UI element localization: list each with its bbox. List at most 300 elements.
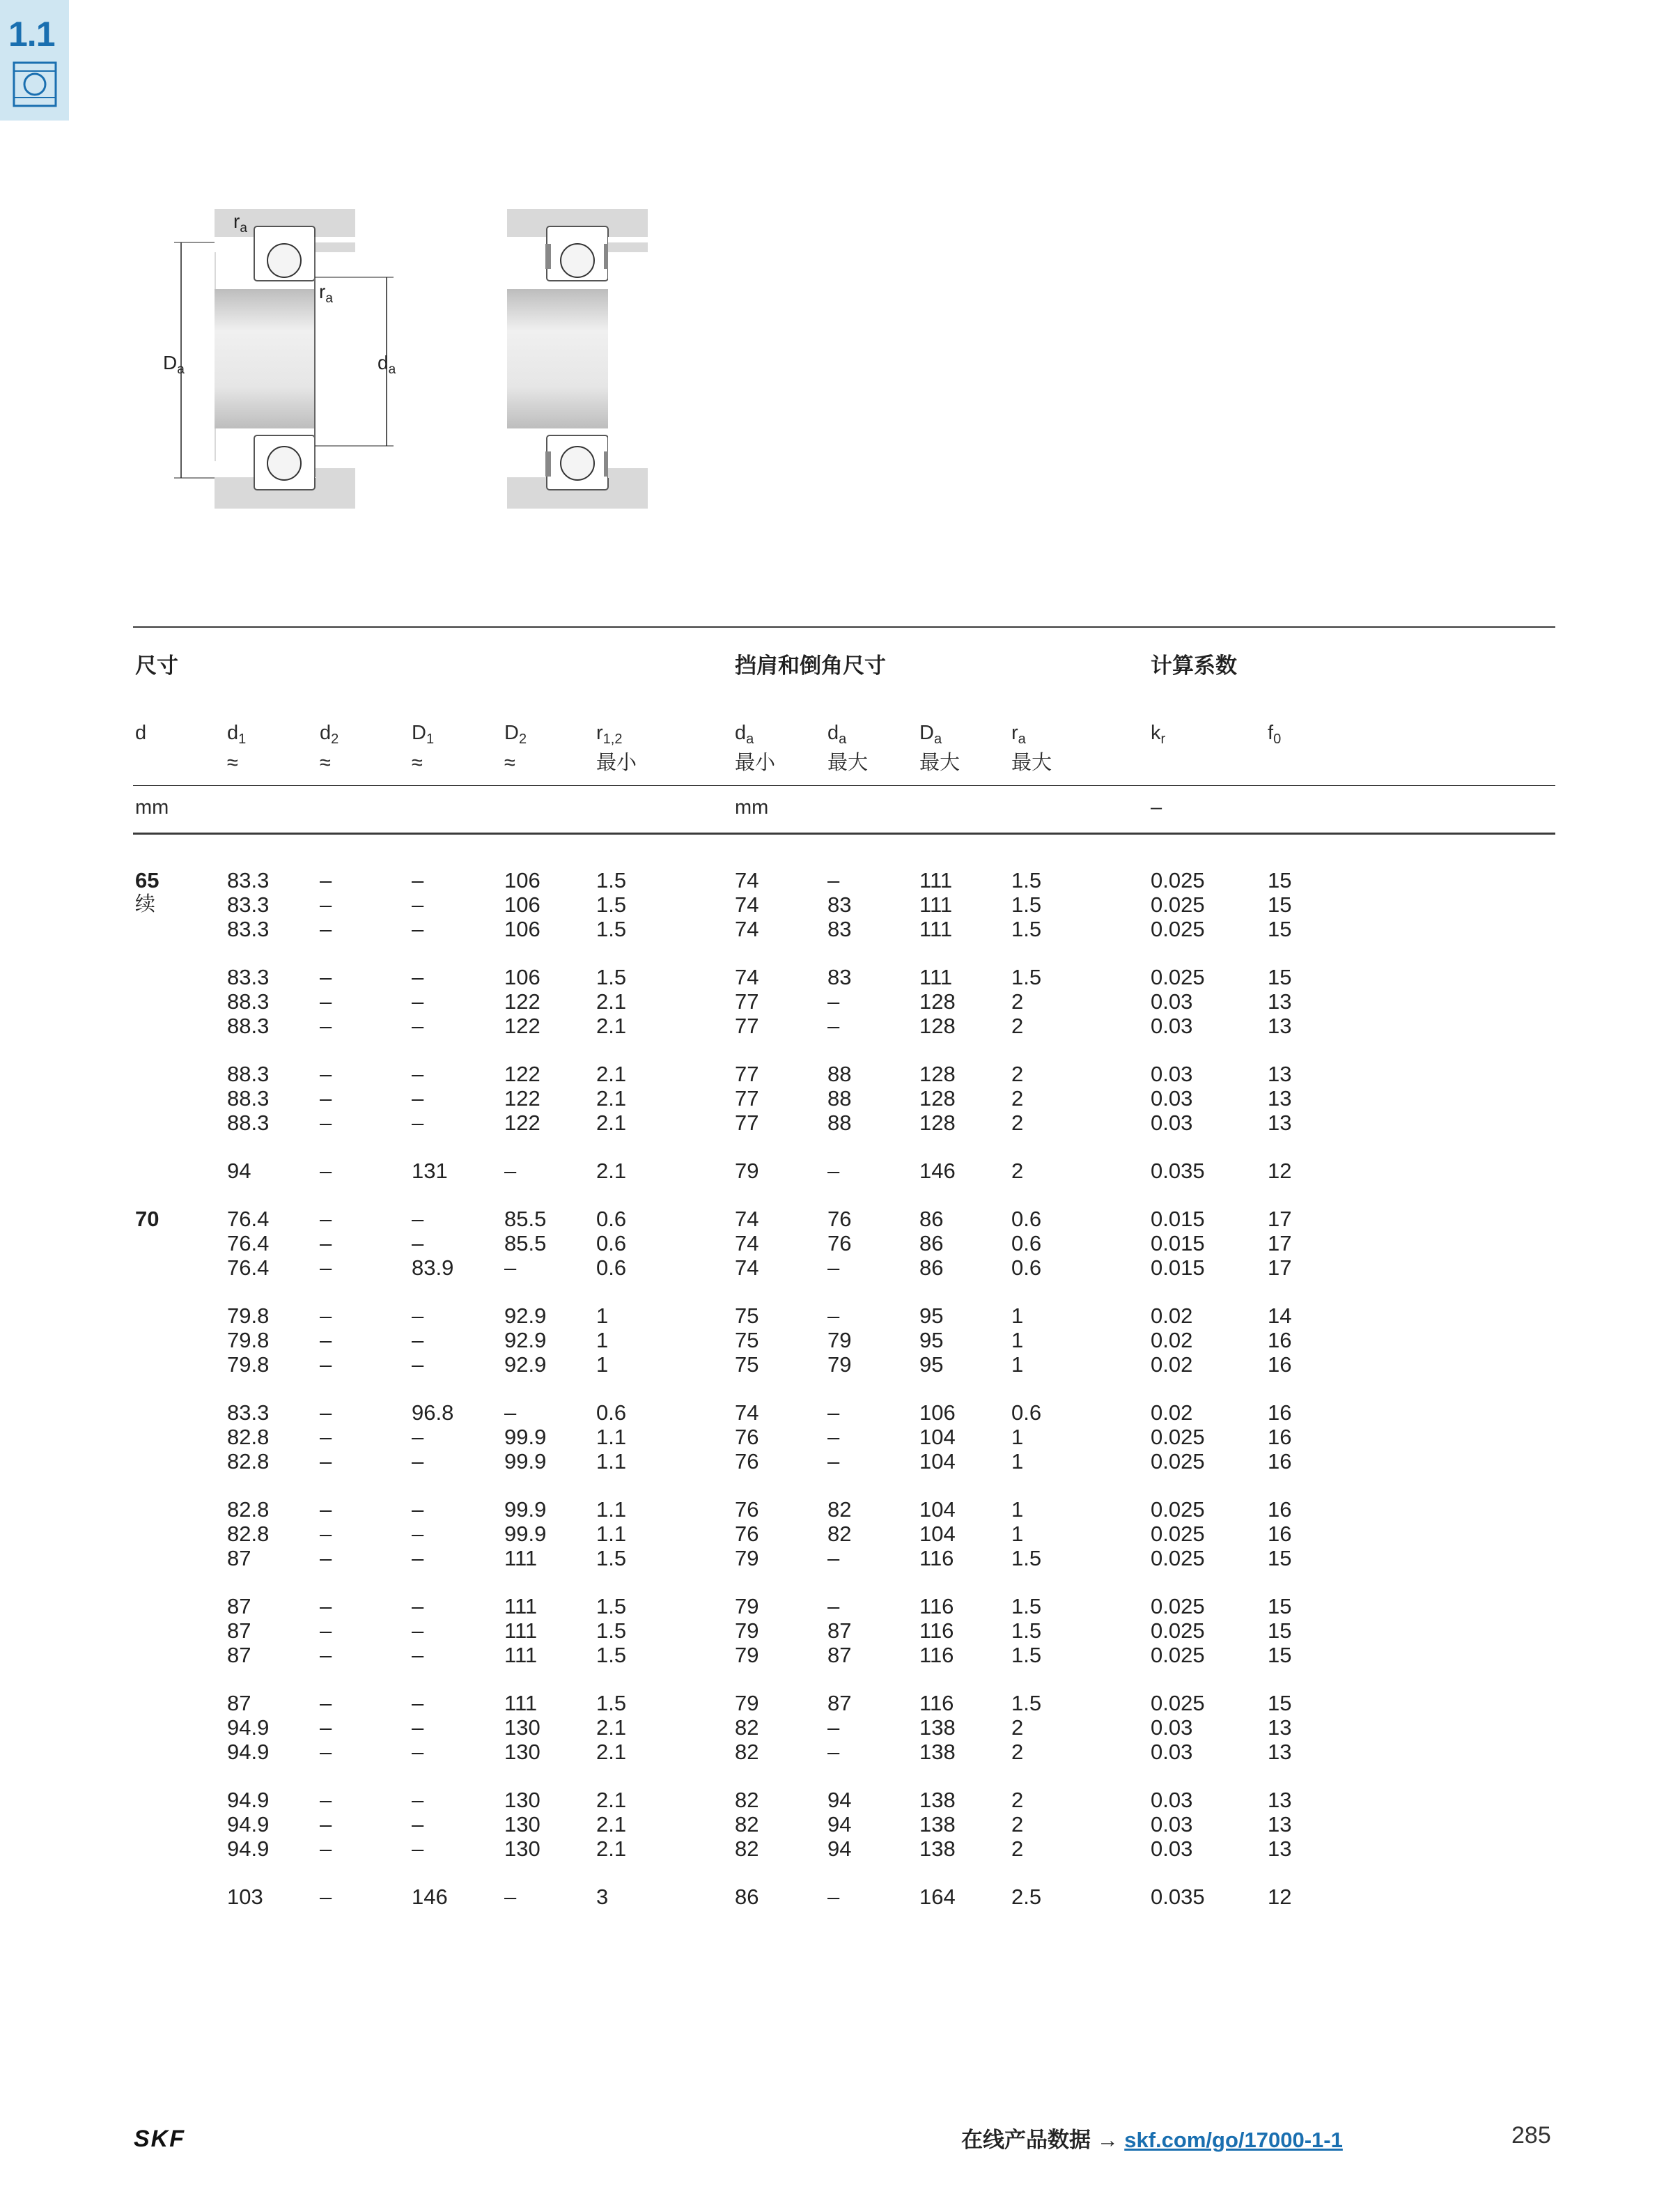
- table-cell: –: [320, 1522, 332, 1546]
- table-cell: 83.3: [227, 917, 270, 941]
- table-cell: 146: [919, 1159, 956, 1183]
- table-cell: –: [412, 1111, 424, 1135]
- table-cell: –: [412, 1062, 424, 1086]
- table-cell: 106: [919, 1400, 956, 1425]
- table-row: [0, 1691, 1422, 1715]
- table-cell: 77: [735, 989, 759, 1014]
- table-cell: 2: [1011, 1836, 1024, 1861]
- table-row: [0, 1740, 1422, 1764]
- table-cell: 0.03: [1151, 1062, 1193, 1086]
- table-cell: 77: [735, 1062, 759, 1086]
- table-cell: 130: [504, 1740, 540, 1764]
- table-cell: –: [320, 917, 332, 941]
- table-row: [0, 1086, 1422, 1111]
- table-cell: 106: [504, 892, 540, 917]
- table-cell: 1.5: [1011, 1691, 1042, 1715]
- table-cell: 88.3: [227, 1086, 270, 1111]
- table-cell: –: [412, 892, 424, 917]
- table-cell: 99.9: [504, 1497, 547, 1522]
- table-cell: 1.1: [596, 1497, 627, 1522]
- table-cell: 79: [735, 1643, 759, 1667]
- table-cell: 92.9: [504, 1352, 547, 1377]
- table-cell: 0.03: [1151, 1740, 1193, 1764]
- table-cell: 1: [1011, 1449, 1024, 1474]
- table-cell: –: [412, 1352, 424, 1377]
- table-cell: 138: [919, 1836, 956, 1861]
- table-cell: 1.5: [596, 868, 627, 892]
- table-cell: 111: [504, 1691, 538, 1715]
- table-row: [0, 1062, 1422, 1086]
- table-cell: 16: [1268, 1522, 1292, 1546]
- svg-text:SKF: SKF: [134, 2126, 185, 2150]
- table-cell: 87: [827, 1618, 852, 1643]
- table-row: [0, 892, 1422, 917]
- table-cell: –: [827, 989, 840, 1014]
- table-row: [0, 1643, 1422, 1667]
- table-cell: 88.3: [227, 1014, 270, 1038]
- table-cell: 130: [504, 1788, 540, 1812]
- table-cell: 0.025: [1151, 1618, 1205, 1643]
- table-cell: 1.5: [596, 1691, 627, 1715]
- table-cell: 94.9: [227, 1740, 270, 1764]
- table-cell: 130: [504, 1715, 540, 1740]
- table-cell: 15: [1268, 1594, 1292, 1618]
- table-cell: –: [320, 868, 332, 892]
- table-cell: 74: [735, 965, 759, 989]
- table-cell: 95: [919, 1328, 944, 1352]
- table-cell: 1.5: [1011, 1618, 1042, 1643]
- table-cell: 82.8: [227, 1522, 270, 1546]
- table-cell: 1: [596, 1352, 609, 1377]
- table-cell: 79: [735, 1546, 759, 1570]
- table-cell: 138: [919, 1812, 956, 1836]
- table-cell: –: [320, 1812, 332, 1836]
- table-cell: 0.6: [1011, 1255, 1042, 1280]
- units-rule: [133, 833, 1555, 835]
- table-row: [0, 1014, 1422, 1038]
- online-product-data-link[interactable]: [961, 2122, 1343, 2153]
- table-cell: 75: [735, 1328, 759, 1352]
- table-cell: 2.1: [596, 989, 627, 1014]
- table-cell: –: [320, 1086, 332, 1111]
- table-cell: 128: [919, 1111, 956, 1135]
- table-row: [0, 1522, 1422, 1546]
- column-header: d: [135, 722, 147, 744]
- table-cell: 87: [227, 1594, 251, 1618]
- table-cell: 83: [827, 892, 852, 917]
- table-cell: 0.03: [1151, 1014, 1193, 1038]
- table-cell: 138: [919, 1788, 956, 1812]
- table-cell: 130: [504, 1812, 540, 1836]
- table-cell: –: [412, 965, 424, 989]
- table-cell: 13: [1268, 1740, 1292, 1764]
- table-cell: 15: [1268, 965, 1292, 989]
- table-cell: 85.5: [504, 1207, 547, 1231]
- table-cell: 1.5: [1011, 917, 1042, 941]
- table-cell: 2: [1011, 989, 1024, 1014]
- table-cell: 15: [1268, 1546, 1292, 1570]
- table-cell: 79: [735, 1594, 759, 1618]
- table-cell: 104: [919, 1449, 956, 1474]
- table-cell: 103: [227, 1885, 263, 1909]
- table-row: [0, 1715, 1422, 1740]
- table-cell: 2: [1011, 1715, 1024, 1740]
- table-cell: 15: [1268, 1691, 1292, 1715]
- table-cell: 116: [919, 1691, 954, 1715]
- table-cell: 87: [227, 1691, 251, 1715]
- table-cell: 1.5: [596, 965, 627, 989]
- table-cell: 95: [919, 1352, 944, 1377]
- table-cell: 116: [919, 1643, 954, 1667]
- column-header: $r_a$ 最大: [1011, 722, 1052, 774]
- table-cell: 2: [1011, 1062, 1024, 1086]
- table-cell: 74: [735, 868, 759, 892]
- table-cell: 88.3: [227, 989, 270, 1014]
- table-cell: 14: [1268, 1304, 1292, 1328]
- table-cell: 128: [919, 1086, 956, 1111]
- table-cell: 111: [504, 1546, 538, 1570]
- table-cell: 16: [1268, 1400, 1292, 1425]
- table-cell: 94: [827, 1788, 852, 1812]
- table-cell: –: [320, 989, 332, 1014]
- table-cell: –: [320, 1546, 332, 1570]
- table-cell: 130: [504, 1836, 540, 1861]
- table-cell: 2.1: [596, 1086, 627, 1111]
- table-cell: 2.1: [596, 1111, 627, 1135]
- table-cell: 87: [227, 1618, 251, 1643]
- table-cell: 1: [596, 1304, 609, 1328]
- table-cell: 83.3: [227, 965, 270, 989]
- table-cell: 76.4: [227, 1207, 270, 1231]
- table-cell: 79: [827, 1352, 852, 1377]
- table-cell: 122: [504, 1014, 540, 1038]
- table-cell: –: [412, 1715, 424, 1740]
- table-cell: 88.3: [227, 1111, 270, 1135]
- table-cell: 76: [827, 1207, 852, 1231]
- table-cell: 1: [1011, 1352, 1024, 1377]
- table-cell: 0.6: [1011, 1207, 1042, 1231]
- table-row: [0, 965, 1422, 989]
- table-cell: 128: [919, 989, 956, 1014]
- table-cell: 0.6: [596, 1207, 627, 1231]
- table-cell: –: [320, 1062, 332, 1086]
- table-cell: 94.9: [227, 1836, 270, 1861]
- table-cell: –: [412, 1449, 424, 1474]
- table-cell: –: [412, 1546, 424, 1570]
- table-cell: 15: [1268, 868, 1292, 892]
- table-cell: 16: [1268, 1425, 1292, 1449]
- table-cell: 0.03: [1151, 1715, 1193, 1740]
- column-header: $D_2$ ≈: [504, 722, 527, 774]
- table-cell: 74: [735, 1255, 759, 1280]
- table-cell: 83.3: [227, 868, 270, 892]
- svg-text:Da: $D_a$: [163, 352, 185, 377]
- table-cell: 104: [919, 1425, 956, 1449]
- table-row: [0, 1255, 1422, 1280]
- table-cell: 0.035: [1151, 1159, 1205, 1183]
- table-cell: 1.5: [1011, 1594, 1042, 1618]
- table-cell: 111: [504, 1618, 538, 1643]
- table-cell: 2.1: [596, 1788, 627, 1812]
- table-cell: 1: [1011, 1328, 1024, 1352]
- table-cell: 87: [227, 1546, 251, 1570]
- table-row: [0, 1449, 1422, 1474]
- table-cell: –: [827, 1400, 840, 1425]
- table-cell: 13: [1268, 1062, 1292, 1086]
- table-cell: 106: [504, 868, 540, 892]
- table-cell: 2.1: [596, 1740, 627, 1764]
- table-cell: –: [827, 1546, 840, 1570]
- table-cell: 0.025: [1151, 1425, 1205, 1449]
- table-cell: 79: [735, 1159, 759, 1183]
- table-cell: 0.6: [596, 1400, 627, 1425]
- table-cell: –: [827, 1159, 840, 1183]
- table-cell: –: [412, 1836, 424, 1861]
- table-cell: 86: [919, 1255, 944, 1280]
- table-cell: 0.015: [1151, 1255, 1205, 1280]
- table-cell: 76: [735, 1425, 759, 1449]
- table-row: [0, 1885, 1422, 1909]
- table-cell: 128: [919, 1062, 956, 1086]
- ball-bearing-icon: [13, 61, 57, 107]
- svg-text:ra: $r_a$: [319, 281, 333, 306]
- table-cell: 2.1: [596, 1014, 627, 1038]
- table-cell: 79.8: [227, 1304, 270, 1328]
- table-cell: 15: [1268, 1643, 1292, 1667]
- table-cell: –: [827, 1715, 840, 1740]
- table-cell: –: [320, 1231, 332, 1255]
- table-cell: 15: [1268, 892, 1292, 917]
- table-cell: –: [320, 1691, 332, 1715]
- table-cell: 122: [504, 1062, 540, 1086]
- table-cell: 15: [1268, 917, 1292, 941]
- table-cell: 0.025: [1151, 1594, 1205, 1618]
- table-cell: –: [320, 965, 332, 989]
- table-cell: 16: [1268, 1328, 1292, 1352]
- table-cell: 17: [1268, 1255, 1292, 1280]
- table-cell: 1.5: [1011, 892, 1042, 917]
- table-cell: –: [827, 1425, 840, 1449]
- table-cell: 1.5: [1011, 868, 1042, 892]
- section-abutment: 挡肩和倒角尺寸: [735, 653, 886, 678]
- table-cell: 13: [1268, 1014, 1292, 1038]
- table-cell: 74: [735, 917, 759, 941]
- table-cell: –: [827, 868, 840, 892]
- table-top-rule: [133, 626, 1555, 628]
- table-cell: 116: [919, 1618, 954, 1643]
- footer-link-url[interactable]: skf.com/go/17000-1-1: [1124, 2128, 1343, 2152]
- table-row: [0, 1111, 1422, 1135]
- table-cell: 76.4: [227, 1231, 270, 1255]
- table-cell: –: [504, 1255, 517, 1280]
- table-row: [0, 1546, 1422, 1570]
- table-cell: 13: [1268, 989, 1292, 1014]
- table-cell: 16: [1268, 1352, 1292, 1377]
- table-cell: –: [320, 1207, 332, 1231]
- table-cell: 12: [1268, 1885, 1292, 1909]
- table-cell: –: [412, 1740, 424, 1764]
- table-cell: –: [412, 1497, 424, 1522]
- table-cell: 76: [735, 1449, 759, 1474]
- table-cell: 122: [504, 1111, 540, 1135]
- table-cell: 0.025: [1151, 868, 1205, 892]
- table-cell: 131: [412, 1159, 448, 1183]
- table-cell: –: [504, 1400, 517, 1425]
- table-cell: 79.8: [227, 1328, 270, 1352]
- table-cell: 0.02: [1151, 1304, 1193, 1328]
- table-cell: 0.025: [1151, 1546, 1205, 1570]
- column-header: $r_{1,2}$ 最小: [596, 722, 637, 774]
- table-cell: 1.5: [596, 1546, 627, 1570]
- table-row: [0, 1836, 1422, 1861]
- table-cell: 111: [919, 868, 953, 892]
- table-cell: 138: [919, 1740, 956, 1764]
- table-cell: 1.5: [596, 1618, 627, 1643]
- table-cell: 1.1: [596, 1425, 627, 1449]
- table-cell: 77: [735, 1111, 759, 1135]
- table-cell: 94.9: [227, 1812, 270, 1836]
- table-cell: –: [412, 1086, 424, 1111]
- table-cell: –: [827, 1255, 840, 1280]
- table-row: [0, 1207, 1422, 1231]
- table-cell: 1: [596, 1328, 609, 1352]
- column-header: $D_1$ ≈: [412, 722, 435, 774]
- table-cell: 164: [919, 1885, 956, 1909]
- table-cell: –: [827, 1885, 840, 1909]
- footer-link-label: 在线产品数据: [961, 2128, 1091, 2152]
- section-factors: 计算系数: [1151, 653, 1237, 678]
- table-cell: –: [412, 917, 424, 941]
- table-cell: 2: [1011, 1014, 1024, 1038]
- table-cell: 79: [735, 1691, 759, 1715]
- column-header: $k_r$: [1151, 722, 1166, 747]
- table-cell: 1: [1011, 1425, 1024, 1449]
- table-row: [0, 1304, 1422, 1328]
- bore-diameter: 65: [135, 868, 160, 892]
- svg-text:ra: $r_a$: [233, 210, 247, 235]
- table-cell: 0.025: [1151, 1449, 1205, 1474]
- table-cell: 86: [919, 1207, 944, 1231]
- table-cell: –: [412, 1014, 424, 1038]
- table-cell: –: [320, 892, 332, 917]
- table-cell: 2.1: [596, 1836, 627, 1861]
- table-cell: 88: [827, 1086, 852, 1111]
- column-header: $d_1$ ≈: [227, 722, 247, 774]
- table-cell: –: [320, 1715, 332, 1740]
- table-row: [0, 989, 1422, 1014]
- table-row: [0, 917, 1422, 941]
- table-cell: 111: [504, 1643, 538, 1667]
- table-cell: 0.025: [1151, 892, 1205, 917]
- table-cell: 75: [735, 1304, 759, 1328]
- table-cell: 1.5: [1011, 965, 1042, 989]
- table-cell: 86: [735, 1885, 759, 1909]
- section-tab[interactable]: [0, 0, 69, 121]
- unit-dimensions: mm: [135, 796, 169, 819]
- table-cell: 2: [1011, 1740, 1024, 1764]
- table-row: [0, 1594, 1422, 1618]
- table-cell: 74: [735, 1400, 759, 1425]
- table-cell: 2.5: [1011, 1885, 1042, 1909]
- table-cell: 128: [919, 1014, 956, 1038]
- table-cell: 2: [1011, 1086, 1024, 1111]
- table-cell: –: [320, 1255, 332, 1280]
- table-cell: 92.9: [504, 1328, 547, 1352]
- table-cell: 76: [735, 1497, 759, 1522]
- table-cell: 0.025: [1151, 917, 1205, 941]
- table-cell: 82: [735, 1788, 759, 1812]
- table-cell: –: [412, 1425, 424, 1449]
- table-cell: 1.5: [1011, 1643, 1042, 1667]
- table-cell: 12: [1268, 1159, 1292, 1183]
- table-cell: 106: [504, 965, 540, 989]
- table-cell: –: [412, 1643, 424, 1667]
- table-cell: 1.5: [596, 892, 627, 917]
- svg-text:da: $d_a$: [378, 352, 396, 377]
- table-cell: 111: [919, 892, 953, 917]
- table-cell: –: [412, 1207, 424, 1231]
- table-cell: –: [320, 1111, 332, 1135]
- table-row: [0, 1788, 1422, 1812]
- table-cell: 104: [919, 1522, 956, 1546]
- skf-logo: [134, 2126, 217, 2150]
- table-cell: 122: [504, 989, 540, 1014]
- table-cell: 13: [1268, 1086, 1292, 1111]
- table-cell: 82.8: [227, 1497, 270, 1522]
- column-header: $D_a$ 最大: [919, 722, 960, 774]
- table-cell: 83.3: [227, 1400, 270, 1425]
- section-dimensions: 尺寸: [135, 653, 178, 678]
- table-row: [0, 868, 1422, 892]
- table-cell: 0.015: [1151, 1231, 1205, 1255]
- table-cell: –: [412, 1594, 424, 1618]
- table-cell: 15: [1268, 1618, 1292, 1643]
- table-cell: 77: [735, 1014, 759, 1038]
- table-cell: 83.3: [227, 892, 270, 917]
- table-cell: –: [827, 1594, 840, 1618]
- section-number: 1.1: [8, 15, 55, 54]
- table-cell: 0.025: [1151, 1643, 1205, 1667]
- table-cell: 16: [1268, 1497, 1292, 1522]
- table-cell: 1.5: [596, 1643, 627, 1667]
- table-cell: 1.1: [596, 1449, 627, 1474]
- table-cell: 76.4: [227, 1255, 270, 1280]
- page-number: 285: [1511, 2122, 1551, 2149]
- table-cell: –: [320, 1449, 332, 1474]
- column-header: $d_2$ ≈: [320, 722, 339, 774]
- table-row: [0, 1812, 1422, 1836]
- table-cell: 95: [919, 1304, 944, 1328]
- table-cell: 99.9: [504, 1449, 547, 1474]
- table-cell: –: [827, 1449, 840, 1474]
- table-cell: –: [412, 868, 424, 892]
- table-cell: 99.9: [504, 1425, 547, 1449]
- table-cell: 13: [1268, 1788, 1292, 1812]
- table-cell: –: [320, 1159, 332, 1183]
- table-cell: 0.6: [596, 1255, 627, 1280]
- table-row: [0, 1231, 1422, 1255]
- table-cell: –: [504, 1159, 517, 1183]
- table-cell: 0.03: [1151, 1086, 1193, 1111]
- table-cell: 1: [1011, 1304, 1024, 1328]
- table-cell: 138: [919, 1715, 956, 1740]
- table-cell: 13: [1268, 1812, 1292, 1836]
- table-cell: –: [412, 989, 424, 1014]
- table-cell: 116: [919, 1546, 954, 1570]
- table-cell: 0.025: [1151, 1497, 1205, 1522]
- table-cell: 1.5: [596, 917, 627, 941]
- table-cell: 2.1: [596, 1715, 627, 1740]
